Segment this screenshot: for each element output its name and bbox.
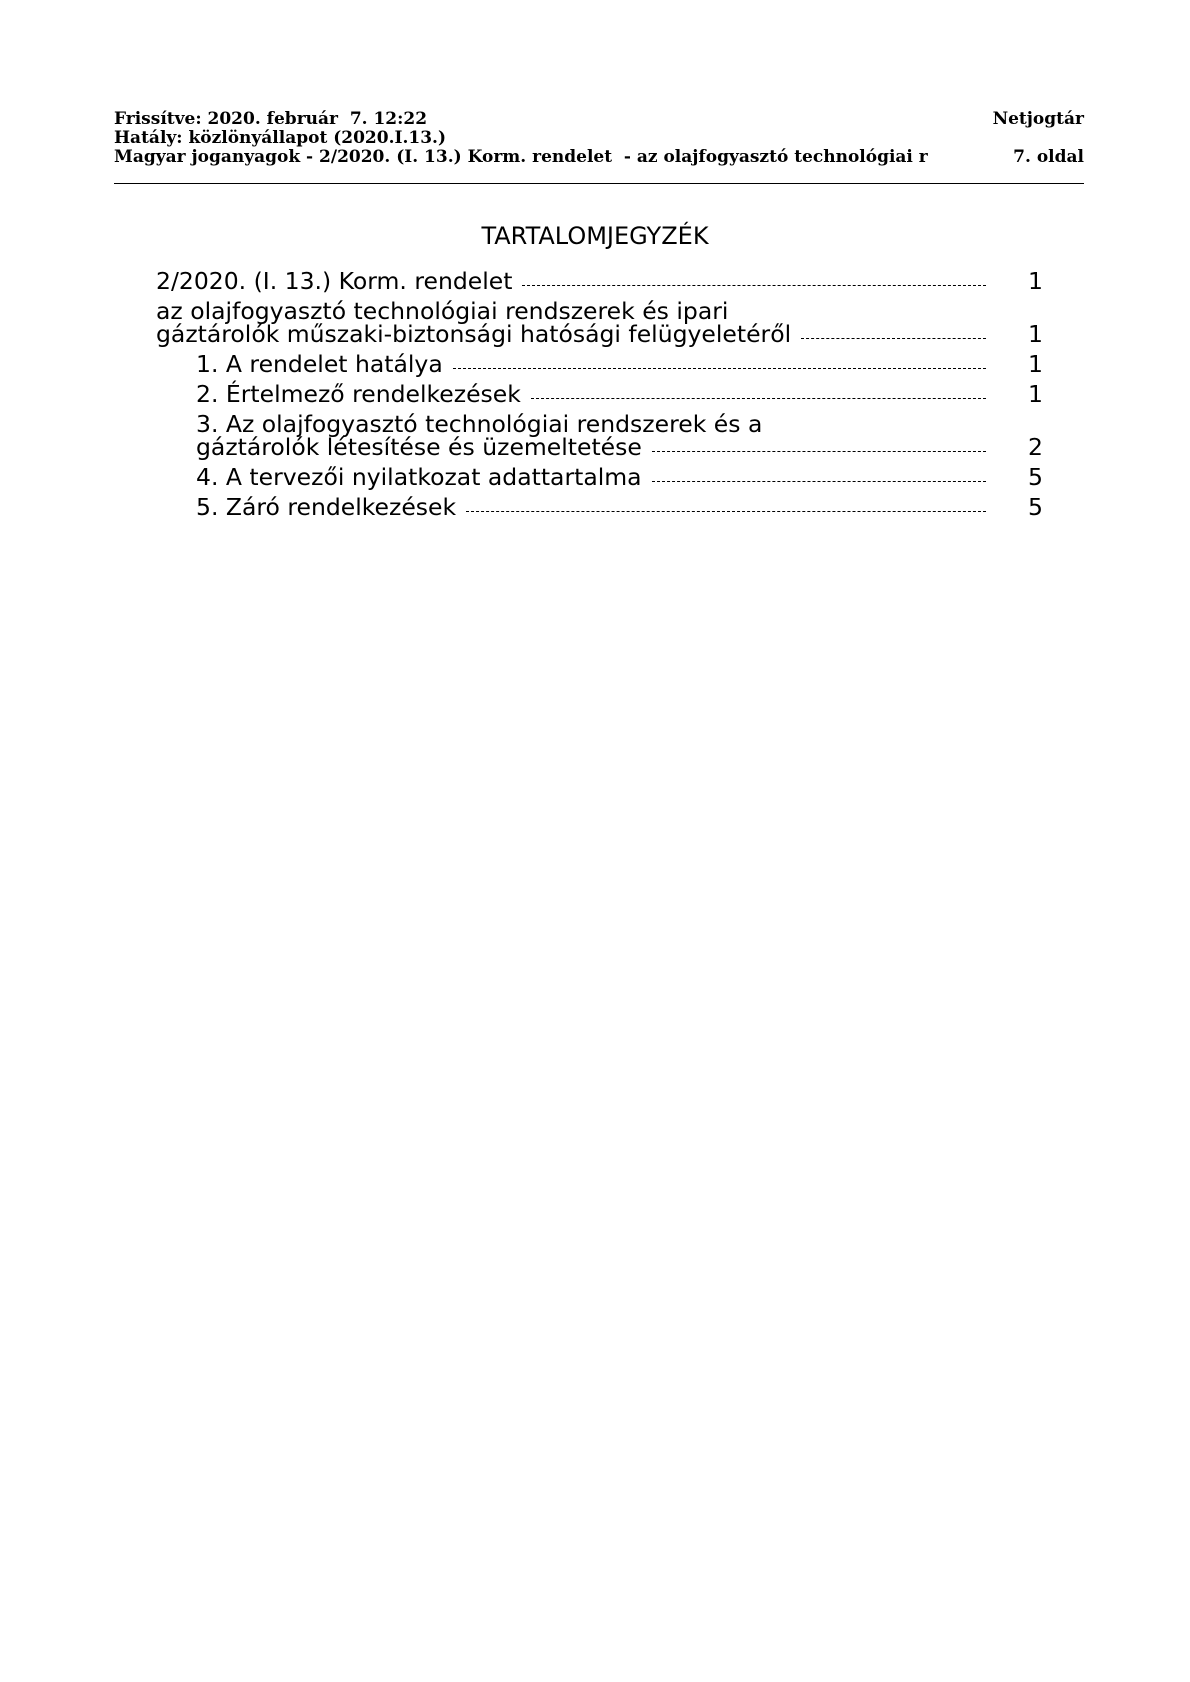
toc-entry-label: 2/2020. (I. 13.) Korm. rendelet — [156, 267, 513, 295]
toc-page-number: 2 — [1028, 433, 1043, 461]
page-number: 7. oldal — [1013, 147, 1084, 167]
dot-leader — [531, 398, 986, 399]
toc-page-number: 1 — [1028, 267, 1043, 295]
dot-leader — [652, 451, 986, 452]
toc-entry[interactable] — [0, 380, 1190, 408]
toc-entry[interactable] — [0, 463, 1190, 491]
header-row-2 — [114, 129, 1084, 148]
header-row-1 — [114, 110, 1084, 129]
toc-entry-label: gáztárolók létesítése és üzemeltetése — [196, 433, 642, 461]
header-row-3 — [114, 148, 1084, 167]
dot-leader — [801, 338, 986, 339]
brand-name: Netjogtár — [992, 109, 1084, 129]
page-header — [114, 110, 1084, 167]
dot-leader — [466, 511, 986, 512]
toc-entry[interactable] — [0, 297, 1190, 348]
toc-entry-label: az olajfogyasztó technológiai rendszerek és ipari — [156, 297, 729, 325]
toc-page-number: 1 — [1028, 380, 1043, 408]
toc-page-number: 5 — [1028, 463, 1043, 491]
toc-entry[interactable] — [0, 350, 1190, 378]
dot-leader — [453, 368, 986, 369]
dot-leader — [652, 481, 986, 482]
toc-entry-label: 2. Értelmező rendelkezések — [196, 380, 521, 408]
header-divider — [114, 183, 1084, 184]
dot-leader — [522, 285, 986, 286]
document-title: Magyar joganyagok - 2/2020. (I. 13.) Korm. rendelet - az olajfogyasztó technológiai r — [114, 148, 928, 167]
toc-entry-label: gáztárolók műszaki-biztonsági hatósági felügyeletéről — [156, 320, 792, 348]
toc-entry-label: 1. A rendelet hatálya — [196, 350, 443, 378]
toc-page-number: 1 — [1028, 320, 1043, 348]
toc-entry[interactable] — [0, 267, 1190, 295]
toc-entry-label: 4. A tervezői nyilatkozat adattartalma — [196, 463, 642, 491]
toc-entry-label: 3. Az olajfogyasztó technológiai rendszerek és a — [196, 410, 763, 438]
effect-status: Hatály: közlönyállapot (2020.I.13.) — [114, 129, 446, 148]
toc-entry-label: 5. Záró rendelkezések — [196, 493, 457, 521]
toc-entry[interactable] — [0, 493, 1190, 521]
toc-page-number: 1 — [1028, 350, 1043, 378]
toc-title: TARTALOMJEGYZÉK — [481, 222, 709, 250]
updated-date: Frissítve: 2020. február 7. 12:22 — [114, 110, 428, 129]
toc-page-number: 5 — [1028, 493, 1043, 521]
toc-entry[interactable] — [0, 410, 1190, 461]
table-of-contents — [0, 267, 1190, 521]
